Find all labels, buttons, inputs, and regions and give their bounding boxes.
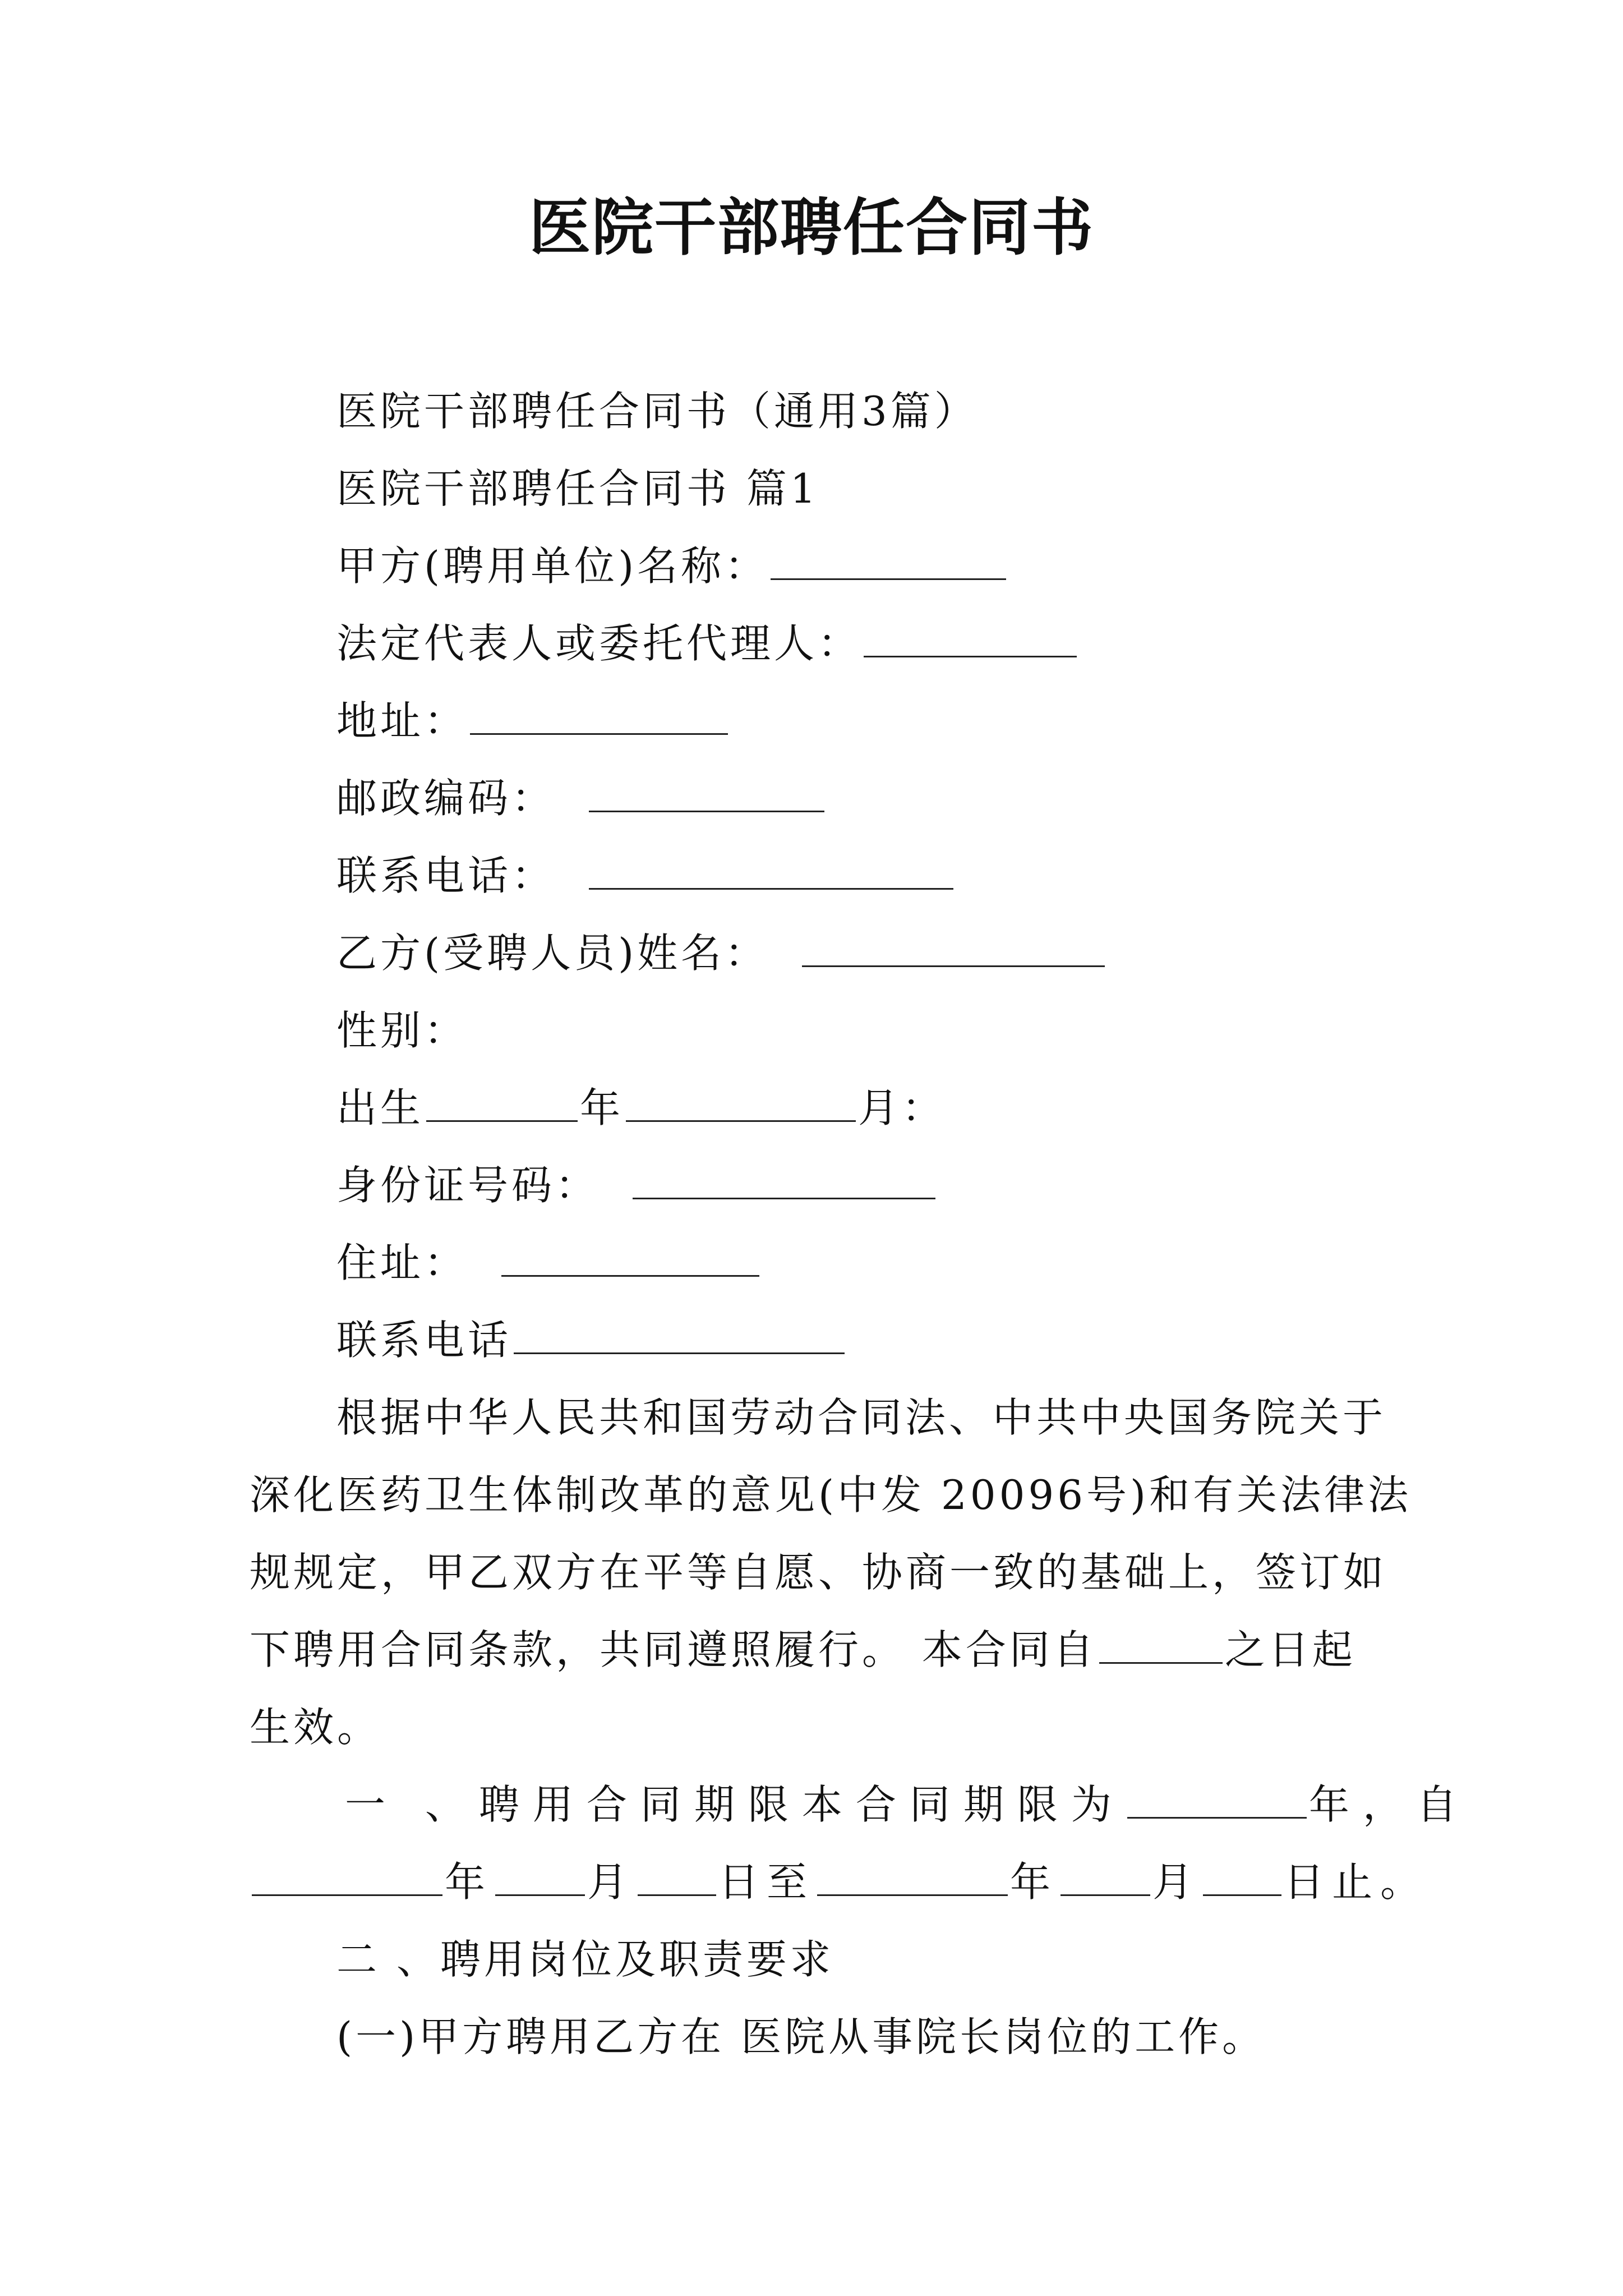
blank-line (1061, 1860, 1150, 1896)
clause-text: 一 、聘用合同期限本合同期限为 (345, 1781, 1125, 1828)
field-label: 住址： (336, 1239, 468, 1286)
blank-line (589, 853, 953, 890)
blank-line (771, 544, 1006, 580)
paragraph-line (250, 1626, 1356, 1674)
blank-line (626, 1085, 856, 1122)
clause-1-line (345, 1780, 1470, 1829)
field-label: 乙方(受聘人员)姓名： (336, 930, 769, 977)
field-label: 地址： (336, 697, 468, 744)
field-gender: 性别： (336, 1007, 468, 1054)
clause-text: 年，自 (1308, 1781, 1470, 1828)
field-postcode (336, 774, 827, 822)
field-party-b (336, 929, 1107, 977)
paragraph-line: 根据中华人民共和国劳动合同法、中共中央国务院关于 (336, 1394, 1387, 1441)
field-label: 甲方(聘用单位)名称： (336, 542, 769, 590)
blank-line (252, 1860, 442, 1896)
field-label: 联系电话： (336, 852, 556, 899)
field-label: 出生 (336, 1084, 425, 1131)
section-heading: 医院干部聘任合同书 篇1 (336, 465, 819, 512)
blank-line (1099, 1627, 1223, 1664)
blank-line (589, 776, 824, 812)
blank-line (426, 1085, 578, 1122)
field-label: 身份证号码： (336, 1162, 600, 1209)
field-label: 邮政编码： (336, 775, 556, 822)
blank-line (817, 1860, 1008, 1896)
field-phone-a (336, 852, 956, 900)
paragraph-text: 之日起 (1224, 1626, 1356, 1673)
paragraph-line: 生效。 (250, 1704, 381, 1751)
year-label: 年 (580, 1084, 624, 1131)
paragraph-line: 规规定，甲乙双方在平等自愿、协商一致的基础上，签订如 (250, 1549, 1387, 1596)
paragraph-text: 下聘用合同条款，共同遵照履行。 本合同自 (250, 1626, 1097, 1673)
clause-2-item-1: (一)甲方聘用乙方在 医院从事院长岗位的工作。 (336, 2013, 1266, 2060)
year-label: 年 (445, 1858, 494, 1906)
blank-line (638, 1860, 716, 1896)
clause-1-dates (250, 1858, 1428, 1906)
document-title: 医院干部聘任合同书 (529, 191, 1094, 264)
blank-line (514, 1318, 845, 1354)
field-id-number (336, 1161, 938, 1209)
field-legal-rep (336, 619, 1079, 668)
blank-line (864, 621, 1077, 657)
field-label: 联系电话 (336, 1317, 512, 1364)
month-label: 月： (858, 1084, 946, 1131)
blank-line (633, 1163, 935, 1199)
paragraph-line: 深化医药卫生体制改革的意见(中发 20096号)和有关法律法 (250, 1471, 1412, 1519)
blank-line (1127, 1782, 1307, 1819)
day-label: 日至 (718, 1858, 815, 1906)
blank-line (1203, 1860, 1281, 1896)
year-label: 年 (1010, 1858, 1059, 1906)
month-label: 月 (587, 1858, 636, 1906)
field-party-a (336, 542, 1008, 590)
month-label: 月 (1152, 1858, 1201, 1906)
blank-line (470, 698, 728, 735)
blank-line (802, 931, 1105, 967)
field-phone-b (336, 1316, 847, 1364)
document-subtitle: 医院干部聘任合同书（通用3篇） (336, 388, 978, 435)
field-address (336, 697, 730, 745)
blank-line (501, 1240, 759, 1277)
blank-line (495, 1860, 585, 1896)
day-label: 日止。 (1284, 1858, 1429, 1906)
field-label: 法定代表人或委托代理人： (336, 620, 862, 667)
field-birth (336, 1084, 946, 1132)
field-residence (336, 1239, 762, 1287)
clause-2-heading: 二 、聘用岗位及职责要求 (336, 1936, 834, 1983)
